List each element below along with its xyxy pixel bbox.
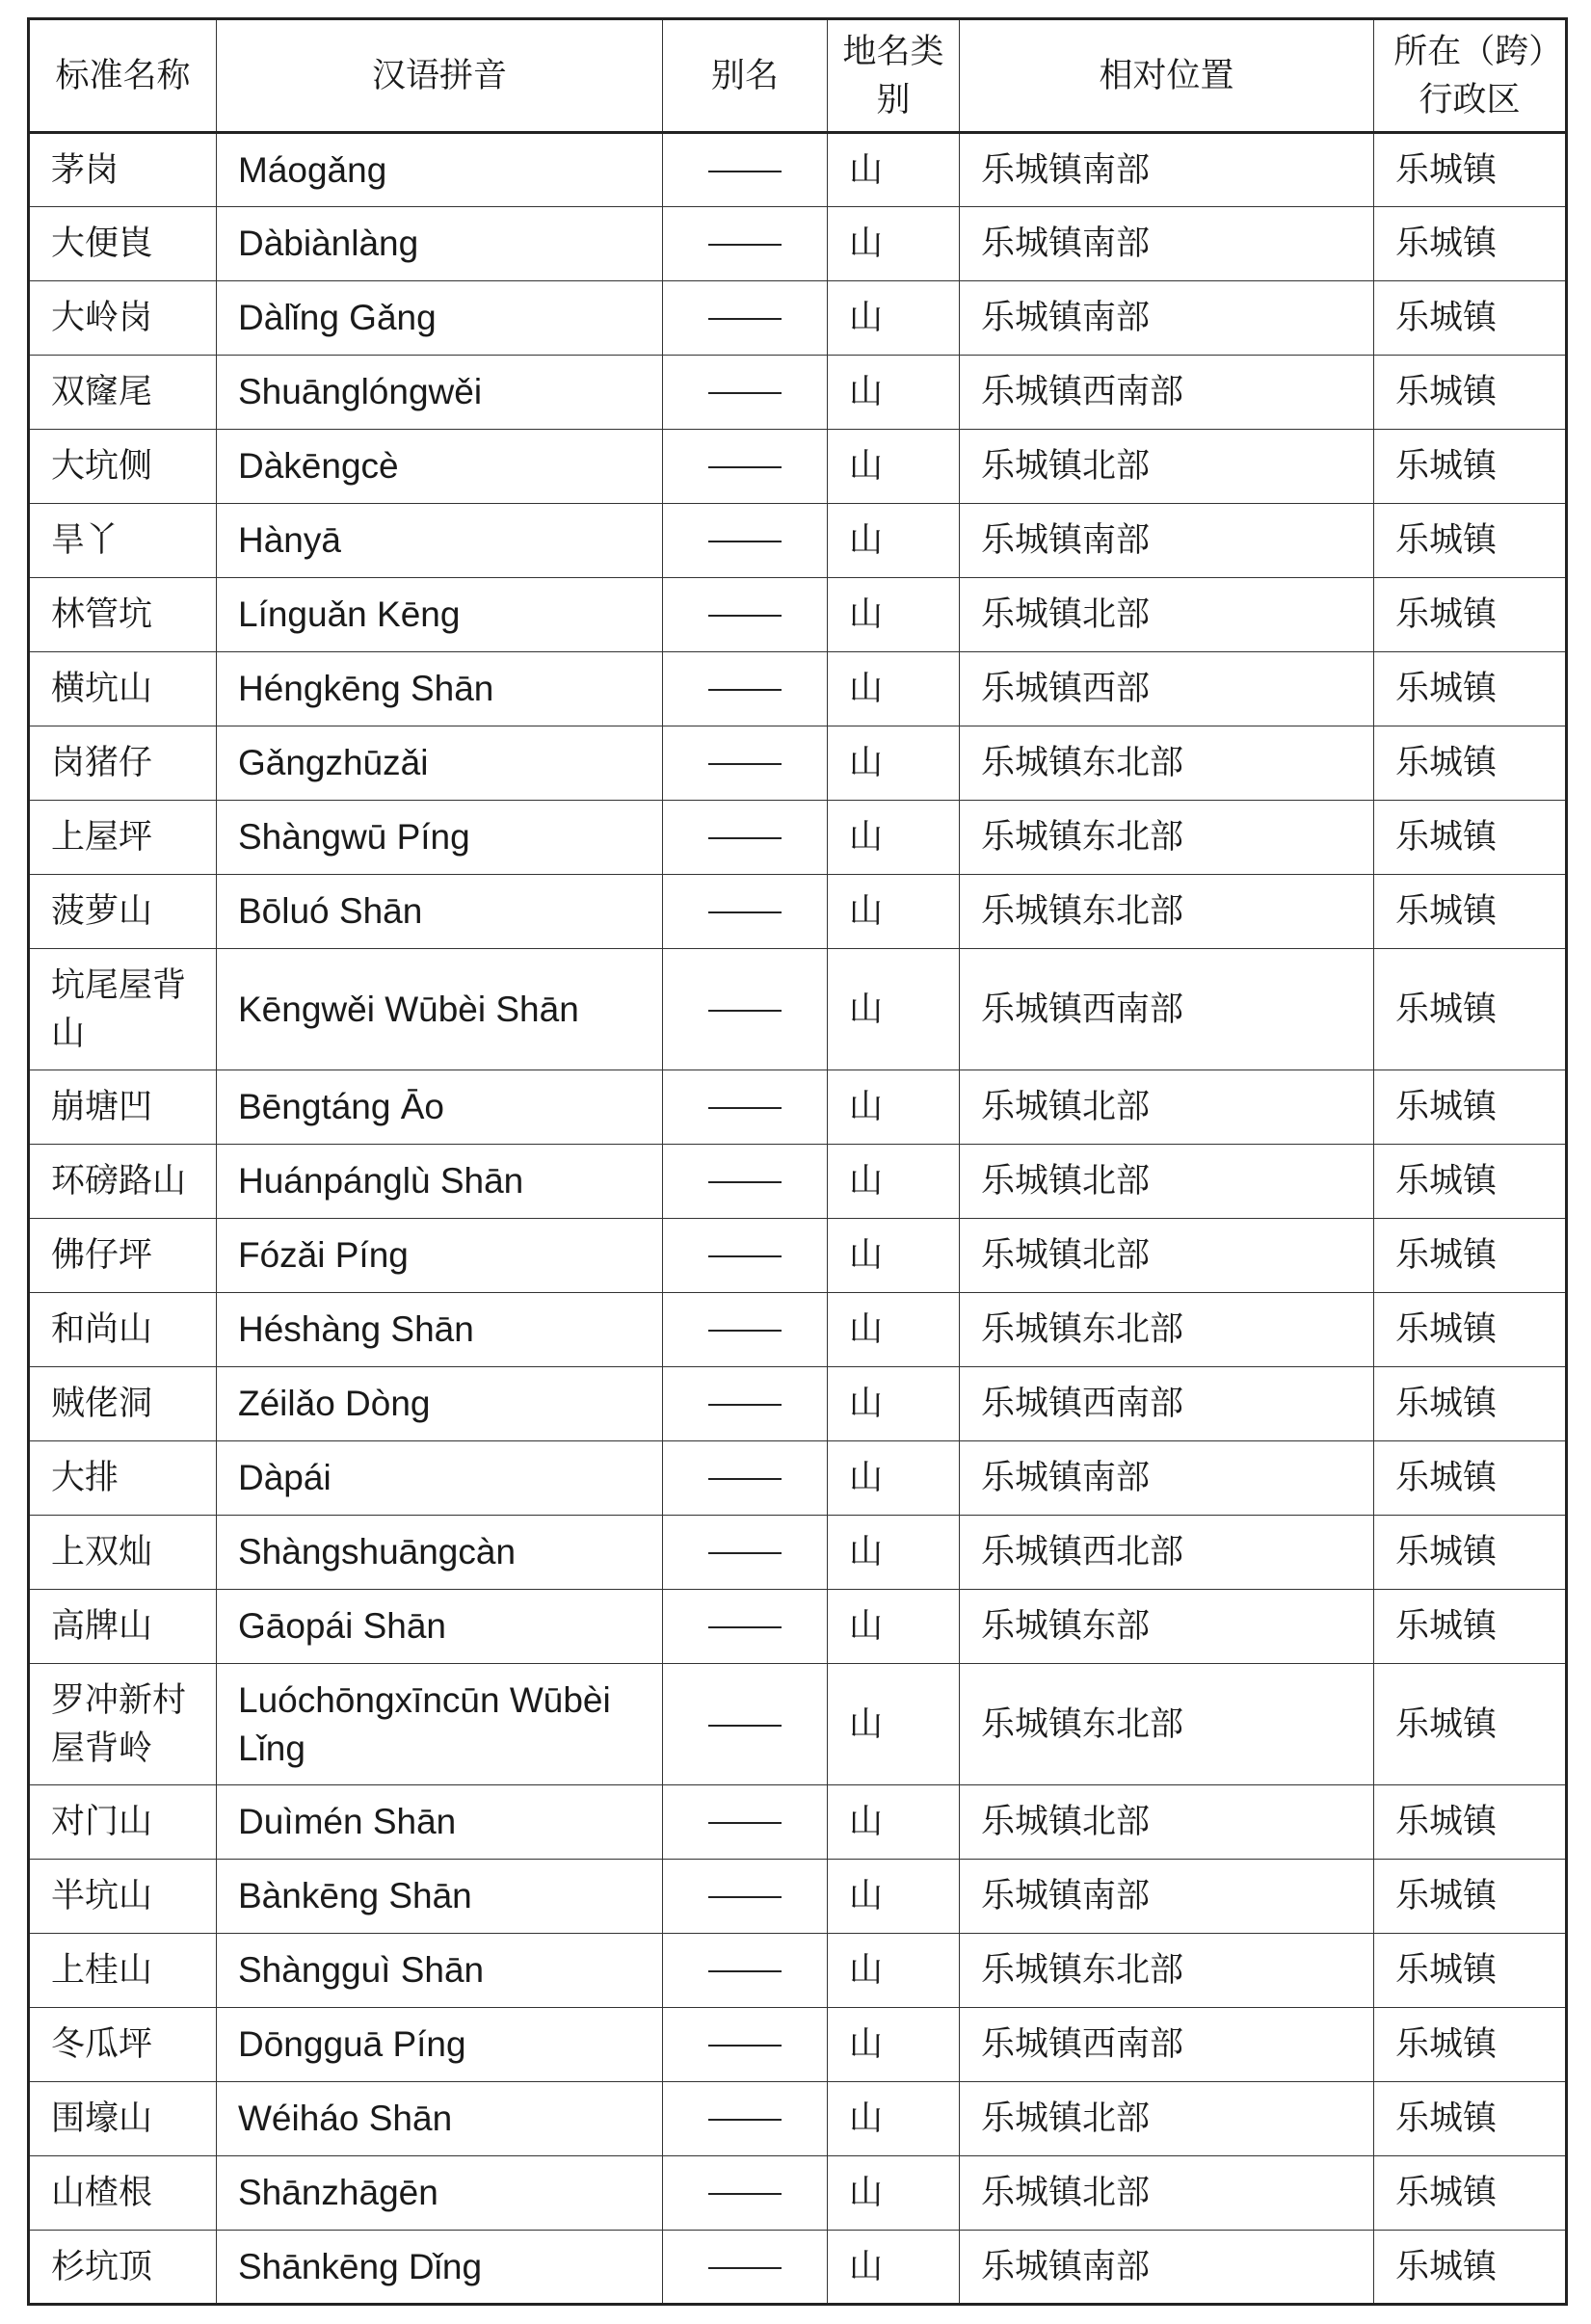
- cell-standard-name: 岗猪仔: [29, 726, 217, 801]
- cell-category: 山: [828, 1516, 960, 1590]
- alias-none-dash: [708, 171, 782, 172]
- table-row: [29, 1785, 1567, 1860]
- table-row: [29, 1664, 1567, 1785]
- header-district: 所在（跨）行政区: [1374, 19, 1567, 133]
- header-pinyin: 汉语拼音: [217, 19, 663, 133]
- cell-district: 乐城镇: [1374, 2082, 1567, 2156]
- cell-standard-name: 林管坑: [29, 578, 217, 652]
- cell-standard-name: 大排: [29, 1441, 217, 1516]
- cell-standard-name: 上双灿: [29, 1516, 217, 1590]
- cell-alias: [663, 875, 828, 949]
- alias-none-dash: [708, 689, 782, 691]
- cell-standard-name: 旱丫: [29, 504, 217, 578]
- cell-alias: [663, 726, 828, 801]
- table-row: [29, 1516, 1567, 1590]
- alias-none-dash: [708, 1107, 782, 1109]
- cell-category: 山: [828, 430, 960, 504]
- cell-pinyin: Dàbiànlàng: [217, 207, 663, 281]
- alias-none-dash: [708, 466, 782, 468]
- cell-standard-name: 崩塘凹: [29, 1070, 217, 1145]
- cell-pinyin: Fózǎi Píng: [217, 1219, 663, 1293]
- cell-pinyin: Dōngguā Píng: [217, 2008, 663, 2082]
- cell-district: 乐城镇: [1374, 875, 1567, 949]
- table-row: [29, 1860, 1567, 1934]
- cell-district: 乐城镇: [1374, 2008, 1567, 2082]
- cell-pinyin: Héngkēng Shān: [217, 652, 663, 726]
- cell-category: 山: [828, 356, 960, 430]
- alias-none-dash: [708, 541, 782, 542]
- cell-category: 山: [828, 1293, 960, 1367]
- cell-pinyin: Shānkēng Dǐng: [217, 2231, 663, 2305]
- cell-district: 乐城镇: [1374, 726, 1567, 801]
- cell-category: 山: [828, 1785, 960, 1860]
- header-relative-position: 相对位置: [960, 19, 1374, 133]
- cell-standard-name: 大便崀: [29, 207, 217, 281]
- cell-pinyin: Bànkēng Shān: [217, 1860, 663, 1934]
- cell-standard-name: 双窿尾: [29, 356, 217, 430]
- alias-none-dash: [708, 1552, 782, 1554]
- table-row: [29, 1367, 1567, 1441]
- cell-standard-name: 杉坑顶: [29, 2231, 217, 2305]
- cell-standard-name: 菠萝山: [29, 875, 217, 949]
- cell-pinyin: Máogǎng: [217, 133, 663, 207]
- alias-none-dash: [708, 1896, 782, 1898]
- cell-standard-name: 坑尾屋背山: [29, 949, 217, 1070]
- cell-alias: [663, 1860, 828, 1934]
- cell-pinyin: Shàngguì Shān: [217, 1934, 663, 2008]
- cell-relative-position: 乐城镇南部: [960, 133, 1374, 207]
- cell-alias: [663, 1219, 828, 1293]
- cell-relative-position: 乐城镇北部: [960, 2156, 1374, 2231]
- cell-category: 山: [828, 578, 960, 652]
- cell-standard-name: 横坑山: [29, 652, 217, 726]
- table-row: [29, 726, 1567, 801]
- alias-none-dash: [708, 1822, 782, 1824]
- cell-category: 山: [828, 1590, 960, 1664]
- cell-relative-position: 乐城镇南部: [960, 504, 1374, 578]
- cell-standard-name: 冬瓜坪: [29, 2008, 217, 2082]
- table-row: [29, 356, 1567, 430]
- cell-standard-name: 上屋坪: [29, 801, 217, 875]
- cell-relative-position: 乐城镇南部: [960, 2231, 1374, 2305]
- cell-relative-position: 乐城镇南部: [960, 1441, 1374, 1516]
- cell-district: 乐城镇: [1374, 652, 1567, 726]
- cell-alias: [663, 1070, 828, 1145]
- cell-alias: [663, 2008, 828, 2082]
- cell-pinyin: Kēngwěi Wūbèi Shān: [217, 949, 663, 1070]
- table-body: [29, 133, 1567, 2305]
- cell-standard-name: 围壕山: [29, 2082, 217, 2156]
- alias-none-dash: [708, 2045, 782, 2047]
- cell-district: 乐城镇: [1374, 281, 1567, 356]
- cell-pinyin: Héshàng Shān: [217, 1293, 663, 1367]
- cell-relative-position: 乐城镇东北部: [960, 726, 1374, 801]
- alias-none-dash: [708, 2193, 782, 2195]
- cell-category: 山: [828, 133, 960, 207]
- cell-relative-position: 乐城镇南部: [960, 207, 1374, 281]
- cell-relative-position: 乐城镇南部: [960, 1860, 1374, 1934]
- cell-alias: [663, 1441, 828, 1516]
- cell-standard-name: 大坑侧: [29, 430, 217, 504]
- cell-category: 山: [828, 875, 960, 949]
- cell-standard-name: 贼佬洞: [29, 1367, 217, 1441]
- cell-district: 乐城镇: [1374, 1367, 1567, 1441]
- cell-relative-position: 乐城镇北部: [960, 1219, 1374, 1293]
- cell-relative-position: 乐城镇北部: [960, 1785, 1374, 1860]
- cell-relative-position: 乐城镇东北部: [960, 801, 1374, 875]
- cell-alias: [663, 1590, 828, 1664]
- cell-alias: [663, 356, 828, 430]
- cell-alias: [663, 281, 828, 356]
- table-row: [29, 2156, 1567, 2231]
- table-row: [29, 1145, 1567, 1219]
- cell-pinyin: Línguǎn Kēng: [217, 578, 663, 652]
- cell-pinyin: Dàlǐng Gǎng: [217, 281, 663, 356]
- cell-category: 山: [828, 1367, 960, 1441]
- cell-district: 乐城镇: [1374, 1664, 1567, 1785]
- cell-district: 乐城镇: [1374, 430, 1567, 504]
- place-name-table: [27, 17, 1568, 2306]
- cell-standard-name: 上桂山: [29, 1934, 217, 2008]
- alias-none-dash: [708, 1725, 782, 1727]
- header-standard-name: 标准名称: [29, 19, 217, 133]
- cell-pinyin: Bēngtáng Āo: [217, 1070, 663, 1145]
- cell-pinyin: Gāopái Shān: [217, 1590, 663, 1664]
- table-row: [29, 1934, 1567, 2008]
- table-row: [29, 2008, 1567, 2082]
- table-row: [29, 133, 1567, 207]
- cell-relative-position: 乐城镇西部: [960, 652, 1374, 726]
- table-row: [29, 875, 1567, 949]
- cell-category: 山: [828, 281, 960, 356]
- alias-none-dash: [708, 1181, 782, 1183]
- header-category: 地名类别: [828, 19, 960, 133]
- table-row: [29, 578, 1567, 652]
- cell-alias: [663, 1516, 828, 1590]
- cell-alias: [663, 1934, 828, 2008]
- table-row: [29, 1590, 1567, 1664]
- alias-none-dash: [708, 1010, 782, 1012]
- table-row: [29, 652, 1567, 726]
- cell-alias: [663, 652, 828, 726]
- table-row: [29, 2082, 1567, 2156]
- cell-category: 山: [828, 504, 960, 578]
- cell-relative-position: 乐城镇东北部: [960, 1934, 1374, 2008]
- alias-none-dash: [708, 244, 782, 246]
- alias-none-dash: [708, 1478, 782, 1480]
- cell-category: 山: [828, 2008, 960, 2082]
- alias-none-dash: [708, 1970, 782, 1972]
- cell-relative-position: 乐城镇东部: [960, 1590, 1374, 1664]
- cell-pinyin: Duìmén Shān: [217, 1785, 663, 1860]
- cell-relative-position: 乐城镇西南部: [960, 356, 1374, 430]
- cell-category: 山: [828, 207, 960, 281]
- table-row: [29, 1070, 1567, 1145]
- cell-pinyin: Shuānglóngwěi: [217, 356, 663, 430]
- alias-none-dash: [708, 911, 782, 913]
- cell-relative-position: 乐城镇北部: [960, 2082, 1374, 2156]
- alias-none-dash: [708, 1255, 782, 1257]
- cell-relative-position: 乐城镇北部: [960, 1145, 1374, 1219]
- cell-standard-name: 茅岗: [29, 133, 217, 207]
- table-row: [29, 1441, 1567, 1516]
- alias-none-dash: [708, 837, 782, 839]
- cell-alias: [663, 578, 828, 652]
- cell-category: 山: [828, 2082, 960, 2156]
- cell-district: 乐城镇: [1374, 1145, 1567, 1219]
- cell-pinyin: Gǎngzhūzǎi: [217, 726, 663, 801]
- cell-relative-position: 乐城镇西北部: [960, 1516, 1374, 1590]
- cell-category: 山: [828, 1860, 960, 1934]
- cell-category: 山: [828, 726, 960, 801]
- table-row: [29, 2231, 1567, 2305]
- cell-category: 山: [828, 1664, 960, 1785]
- cell-pinyin: Shānzhāgēn: [217, 2156, 663, 2231]
- cell-pinyin: Dàpái: [217, 1441, 663, 1516]
- cell-district: 乐城镇: [1374, 1070, 1567, 1145]
- table-row: [29, 801, 1567, 875]
- alias-none-dash: [708, 2267, 782, 2269]
- alias-none-dash: [708, 2119, 782, 2121]
- cell-relative-position: 乐城镇西南部: [960, 949, 1374, 1070]
- cell-category: 山: [828, 652, 960, 726]
- cell-pinyin: Dàkēngcè: [217, 430, 663, 504]
- cell-category: 山: [828, 801, 960, 875]
- cell-district: 乐城镇: [1374, 1516, 1567, 1590]
- cell-pinyin: Luóchōngxīncūn Wūbèi Lǐng: [217, 1664, 663, 1785]
- cell-pinyin: Bōluó Shān: [217, 875, 663, 949]
- cell-district: 乐城镇: [1374, 949, 1567, 1070]
- cell-pinyin: Shàngwū Píng: [217, 801, 663, 875]
- header-row: [29, 19, 1567, 133]
- cell-district: 乐城镇: [1374, 2156, 1567, 2231]
- cell-standard-name: 高牌山: [29, 1590, 217, 1664]
- cell-relative-position: 乐城镇北部: [960, 430, 1374, 504]
- cell-standard-name: 环磅路山: [29, 1145, 217, 1219]
- cell-relative-position: 乐城镇西南部: [960, 1367, 1374, 1441]
- alias-none-dash: [708, 318, 782, 320]
- table-row: [29, 281, 1567, 356]
- table-row: [29, 430, 1567, 504]
- cell-district: 乐城镇: [1374, 504, 1567, 578]
- cell-district: 乐城镇: [1374, 578, 1567, 652]
- cell-district: 乐城镇: [1374, 1293, 1567, 1367]
- cell-category: 山: [828, 1441, 960, 1516]
- cell-standard-name: 佛仔坪: [29, 1219, 217, 1293]
- cell-standard-name: 和尚山: [29, 1293, 217, 1367]
- alias-none-dash: [708, 392, 782, 394]
- cell-category: 山: [828, 949, 960, 1070]
- table-row: [29, 207, 1567, 281]
- cell-district: 乐城镇: [1374, 1219, 1567, 1293]
- cell-alias: [663, 2156, 828, 2231]
- cell-pinyin: Zéilǎo Dòng: [217, 1367, 663, 1441]
- cell-standard-name: 半坑山: [29, 1860, 217, 1934]
- cell-relative-position: 乐城镇南部: [960, 281, 1374, 356]
- cell-alias: [663, 2231, 828, 2305]
- table-row: [29, 504, 1567, 578]
- cell-category: 山: [828, 1934, 960, 2008]
- cell-standard-name: 对门山: [29, 1785, 217, 1860]
- cell-category: 山: [828, 1145, 960, 1219]
- alias-none-dash: [708, 615, 782, 617]
- cell-alias: [663, 133, 828, 207]
- alias-none-dash: [708, 763, 782, 765]
- cell-pinyin: Huánpánglù Shān: [217, 1145, 663, 1219]
- cell-alias: [663, 504, 828, 578]
- cell-pinyin: Shàngshuāngcàn: [217, 1516, 663, 1590]
- cell-relative-position: 乐城镇东北部: [960, 1293, 1374, 1367]
- cell-pinyin: Hànyā: [217, 504, 663, 578]
- cell-pinyin: Wéiháo Shān: [217, 2082, 663, 2156]
- cell-district: 乐城镇: [1374, 1934, 1567, 2008]
- cell-alias: [663, 949, 828, 1070]
- alias-none-dash: [708, 1404, 782, 1406]
- cell-district: 乐城镇: [1374, 801, 1567, 875]
- cell-district: 乐城镇: [1374, 1441, 1567, 1516]
- cell-district: 乐城镇: [1374, 1860, 1567, 1934]
- cell-alias: [663, 801, 828, 875]
- cell-standard-name: 大岭岗: [29, 281, 217, 356]
- cell-category: 山: [828, 2156, 960, 2231]
- cell-alias: [663, 1664, 828, 1785]
- cell-relative-position: 乐城镇西南部: [960, 2008, 1374, 2082]
- alias-none-dash: [708, 1330, 782, 1332]
- cell-category: 山: [828, 1070, 960, 1145]
- cell-category: 山: [828, 1219, 960, 1293]
- cell-relative-position: 乐城镇东北部: [960, 875, 1374, 949]
- cell-relative-position: 乐城镇北部: [960, 1070, 1374, 1145]
- table-row: [29, 949, 1567, 1070]
- cell-alias: [663, 1293, 828, 1367]
- alias-none-dash: [708, 1626, 782, 1628]
- header-alias: 别名: [663, 19, 828, 133]
- cell-district: 乐城镇: [1374, 2231, 1567, 2305]
- table-row: [29, 1219, 1567, 1293]
- cell-district: 乐城镇: [1374, 207, 1567, 281]
- cell-relative-position: 乐城镇东北部: [960, 1664, 1374, 1785]
- cell-district: 乐城镇: [1374, 1590, 1567, 1664]
- cell-alias: [663, 1785, 828, 1860]
- cell-relative-position: 乐城镇北部: [960, 578, 1374, 652]
- table-header: [29, 19, 1567, 133]
- cell-alias: [663, 207, 828, 281]
- cell-alias: [663, 430, 828, 504]
- cell-alias: [663, 1145, 828, 1219]
- cell-district: 乐城镇: [1374, 356, 1567, 430]
- cell-alias: [663, 1367, 828, 1441]
- cell-district: 乐城镇: [1374, 133, 1567, 207]
- cell-standard-name: 山楂根: [29, 2156, 217, 2231]
- cell-standard-name: 罗冲新村屋背岭: [29, 1664, 217, 1785]
- table-row: [29, 1293, 1567, 1367]
- cell-district: 乐城镇: [1374, 1785, 1567, 1860]
- cell-alias: [663, 2082, 828, 2156]
- cell-category: 山: [828, 2231, 960, 2305]
